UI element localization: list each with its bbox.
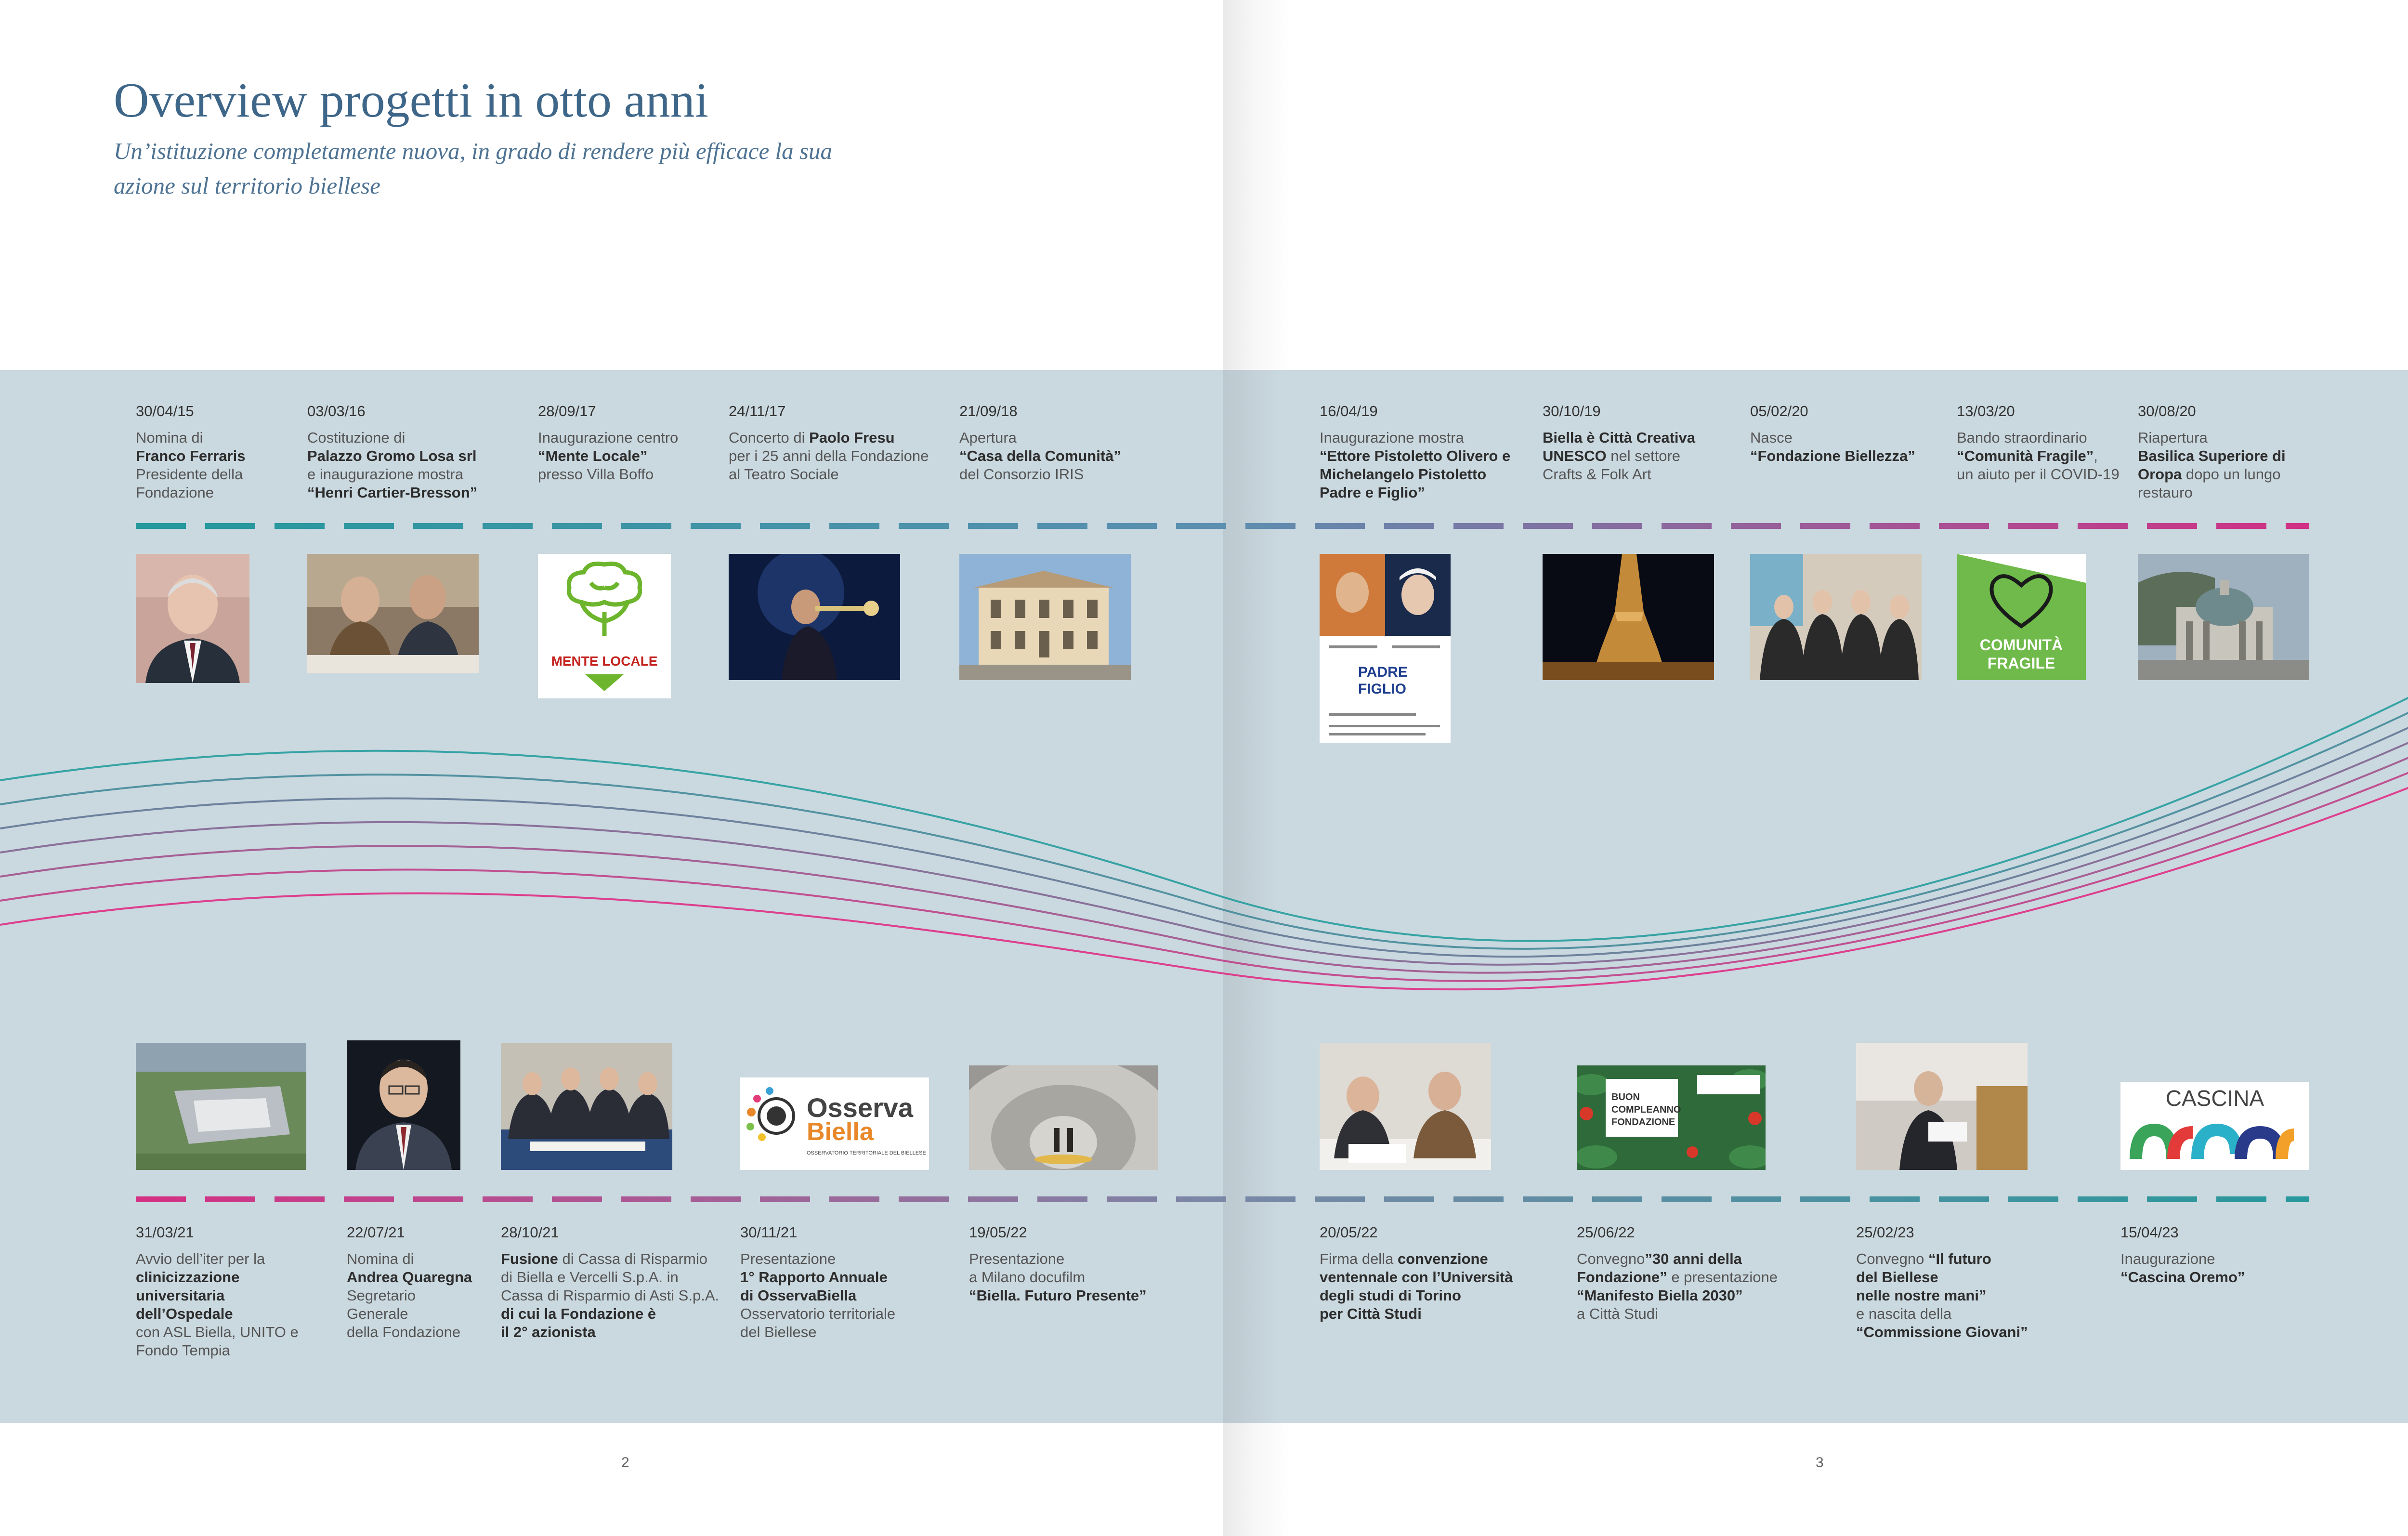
event-date: 28/10/21 xyxy=(501,1224,559,1241)
buon-text: BUON xyxy=(1611,1092,1640,1103)
signature-photo xyxy=(1320,1043,1491,1170)
mole-night-photo xyxy=(1543,554,1714,680)
event-description: Costituzione di Palazzo Gromo Losa srl e inaugurazione mostra “Henri Cartier-Bresson” xyxy=(307,429,478,501)
top-event-05-02-20 xyxy=(1750,402,1947,465)
event-date: 28/09/17 xyxy=(538,403,596,420)
biella-text: Biella xyxy=(807,1118,874,1146)
event-description: Firma della convenzione ventennale con l’Università degli studi di Torino per Città Studi xyxy=(1320,1250,1513,1322)
top-event-30-08-20 xyxy=(2138,402,2321,502)
page-subtitle: Un’istituzione completamente nuova, in grado di rendere più efficace la sua azione sul territorio biellese xyxy=(114,138,832,199)
event-description: Inaugurazione centro “Mente Locale” presso Villa Boffo xyxy=(538,429,679,483)
event-date: 31/03/21 xyxy=(136,1224,194,1241)
bottom-event-30-11-21 xyxy=(740,1223,959,1341)
buon-compleanno-poster xyxy=(1577,1065,1766,1170)
event-date: 30/04/15 xyxy=(136,403,194,420)
event-date: 19/05/22 xyxy=(969,1224,1027,1241)
event-description: Nomina di Franco Ferraris Presidente della Fondazione xyxy=(136,429,246,501)
event-date: 24/11/17 xyxy=(729,403,786,420)
figlio-text: FIGLIO xyxy=(1358,681,1406,697)
portrait-photo xyxy=(136,554,249,683)
event-description: Inaugurazione mostra “Ettore Pistoletto Olivero e Michelangelo Pistoletto Padre e Figlio” xyxy=(1320,429,1511,501)
bottom-event-28-10-21 xyxy=(501,1223,722,1341)
event-date: 25/06/22 xyxy=(1577,1224,1635,1241)
osserva-text: Osserva xyxy=(807,1092,914,1123)
event-description: Concerto di Paolo Fresu per i 25 anni della Fondazione al Teatro Sociale xyxy=(729,429,929,483)
signing-group-photo xyxy=(501,1043,672,1170)
bottom-event-15-04-23 xyxy=(2120,1223,2303,1287)
meeting-photo xyxy=(307,554,479,673)
basilica-photo xyxy=(2138,554,2309,680)
top-event-21-09-18 xyxy=(959,402,1181,484)
mente-locale-logo xyxy=(538,554,671,698)
event-date: 21/09/18 xyxy=(959,403,1018,420)
bottom-event-19-05-22 xyxy=(969,1223,1191,1305)
tunnel-photo xyxy=(969,1065,1158,1170)
wave-line xyxy=(0,710,2408,957)
event-description: Presentazione a Milano docufilm “Biella. Futuro Presente” xyxy=(969,1250,1147,1304)
bottom-event-25-02-23 xyxy=(1856,1223,2078,1341)
cascina-oremo-logo xyxy=(2120,1082,2309,1170)
event-description: Inaugurazione “Cascina Oremo” xyxy=(2120,1250,2245,1286)
top-event-28-09-17 xyxy=(538,402,719,484)
padre-figlio-poster xyxy=(1320,554,1451,743)
event-date: 03/03/16 xyxy=(307,403,366,420)
compleanno-text: COMPLEANNO xyxy=(1611,1104,1681,1115)
hospital-aerial-photo xyxy=(136,1043,306,1170)
event-description: Bando straordinario “Comunità Fragile”, un aiuto per il COVID-19 xyxy=(1957,429,2120,483)
event-description: Nasce “Fondazione Biellezza” xyxy=(1750,429,1915,464)
event-date: 30/11/21 xyxy=(740,1224,798,1241)
event-date: 16/04/19 xyxy=(1320,403,1378,420)
event-date: 30/10/19 xyxy=(1543,403,1601,420)
event-date: 05/02/20 xyxy=(1750,403,1808,420)
bottom-event-25-06-22 xyxy=(1577,1223,1798,1323)
top-event-30-04-15 xyxy=(136,402,298,502)
osserva-biella-logo xyxy=(740,1077,929,1170)
trumpet-concert-photo xyxy=(729,554,900,680)
top-event-16-04-19 xyxy=(1320,402,1533,502)
event-date: 22/07/21 xyxy=(347,1224,405,1241)
fondazione-text: FONDAZIONE xyxy=(1611,1117,1675,1128)
event-date: 25/02/23 xyxy=(1856,1224,1914,1241)
event-description: Riapertura Basilica Superiore di Oropa dopo un lungo restauro xyxy=(2138,429,2286,501)
top-event-03-03-16 xyxy=(307,402,528,502)
speaker-photo xyxy=(1856,1043,2028,1170)
building-photo xyxy=(959,554,1131,680)
comunita-text: COMUNITÀ xyxy=(1979,636,2063,654)
event-date: 13/03/20 xyxy=(1957,403,2015,420)
portrait-photo-2 xyxy=(347,1040,460,1170)
event-description: Convegno “Il futuro del Biellese nelle nostre mani” e nascita della “Commissione Giovani” xyxy=(1856,1250,2028,1340)
event-description: Apertura “Casa della Comunità” del Consorzio IRIS xyxy=(959,429,1121,483)
event-description: Avvio dell’iter per la clinicizzazione universitaria dell’Ospedale con ASL Biella, UNITO e Fondo Tempia xyxy=(136,1250,299,1359)
mente-locale-text: MENTE LOCALE xyxy=(551,654,658,669)
event-description: Nomina di Andrea Quaregna Segretario Generale della Fondazione xyxy=(347,1250,472,1340)
comunita-fragile-logo xyxy=(1957,554,2086,680)
padre-text: PADRE xyxy=(1358,664,1408,680)
wave-line xyxy=(0,758,2408,981)
osservatorio-text: OSSERVATORIO TERRITORIALE DEL BIELLESE xyxy=(807,1150,926,1156)
event-description: Presentazione 1° Rapporto Annuale di OsservaBiella Osservatorio territoriale del Biellese xyxy=(740,1250,896,1340)
cascina-text: CASCINA xyxy=(2165,1086,2264,1111)
group-photo xyxy=(1750,554,1922,680)
event-description: Convegno”30 anni della Fondazione” e presentazione “Manifesto Biella 2030” a Città Studi xyxy=(1577,1250,1778,1322)
bottom-event-22-07-21 xyxy=(347,1223,491,1341)
event-date: 15/04/23 xyxy=(2120,1224,2179,1241)
page-number-right: 3 xyxy=(1816,1455,1824,1470)
page-title: Overview progetti in otto anni xyxy=(114,73,709,128)
event-description: Biella è Città Creativa UNESCO nel settore Crafts & Folk Art xyxy=(1543,429,1696,483)
wave-line xyxy=(0,679,2408,941)
top-event-24-11-17 xyxy=(729,402,950,484)
bottom-event-31-03-21 xyxy=(136,1223,337,1360)
bottom-event-20-05-22 xyxy=(1320,1223,1541,1323)
event-date: 30/08/20 xyxy=(2138,403,2196,420)
event-description: Fusione di Cassa di Risparmio di Biella e Vercelli S.p.A. in Cassa di Risparmio di Asti S.p.A. di cui la Fondazione è il 2° azionista xyxy=(501,1250,720,1340)
top-event-13-03-20 xyxy=(1957,402,2128,484)
top-event-30-10-19 xyxy=(1543,402,1741,484)
page-number-left: 2 xyxy=(621,1455,629,1470)
fragile-text: FRAGILE xyxy=(1987,655,2055,672)
event-date: 20/05/22 xyxy=(1320,1224,1378,1241)
